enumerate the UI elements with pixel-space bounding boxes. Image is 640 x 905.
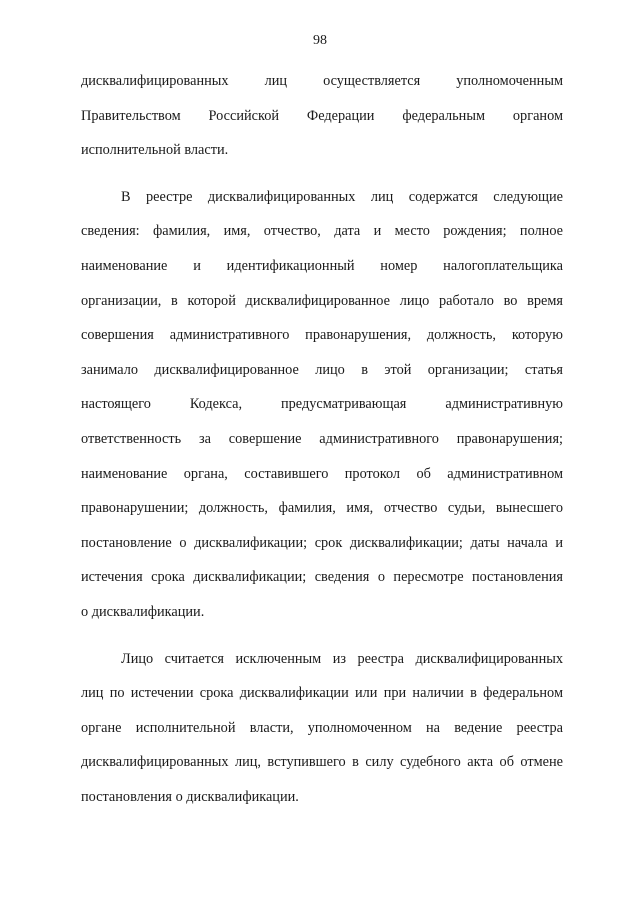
text-line: ответственность за совершение административного правонарушения; [81, 430, 563, 447]
text-line: о дисквалификации. [81, 603, 205, 620]
text-line: правонарушении; должность, фамилия, имя, отчество судьи, вынесшего [81, 500, 563, 517]
text-line: постановления о дисквалификации. [81, 788, 299, 805]
paragraph-2 [81, 180, 563, 630]
text-line: дисквалифицированных лиц, вступившего в силу судебного акта об отмене [81, 754, 563, 771]
text-line: наименование и идентификационный номер налогоплательщика [81, 257, 563, 274]
text-line: Лицо считается исключенным из реестра дисквалифицированных [121, 650, 563, 667]
page-number: 98 [313, 33, 327, 48]
text-line: истечения срока дисквалификации; сведения о пересмотре постановления [81, 569, 563, 586]
body-text [81, 64, 563, 814]
text-line: настоящего Кодекса, предусматривающая административную [81, 396, 563, 413]
text-line: наименование органа, составившего протокол об административном [81, 465, 563, 482]
text-line: сведения: фамилия, имя, отчество, дата и место рождения; полное [81, 223, 563, 240]
text-line: В реестре дисквалифицированных лиц содержатся следующие [121, 188, 563, 205]
paragraph-gap [81, 168, 563, 180]
text-line: органе исполнительной власти, уполномоченном на ведение реестра [81, 719, 563, 736]
paragraph-1 [81, 64, 563, 168]
paragraph-gap [81, 630, 563, 642]
text-line: Правительством Российской Федерации федеральным органом [81, 107, 563, 124]
text-line: постановление о дисквалификации; срок дисквалификации; даты начала и [81, 534, 563, 551]
text-line: дисквалифицированных лиц осуществляется уполномоченным [81, 73, 563, 89]
text-line: занимало дисквалифицированное лицо в этой организации; статья [81, 361, 563, 378]
text-line: исполнительной власти. [81, 142, 229, 159]
text-line: совершения административного правонарушения, должность, которую [81, 327, 563, 344]
text-line: организации, в которой дисквалифицированное лицо работало во время [81, 292, 563, 309]
paragraph-3 [81, 642, 563, 815]
text-line: лиц по истечении срока дисквалификации или при наличии в федеральном [81, 685, 563, 702]
